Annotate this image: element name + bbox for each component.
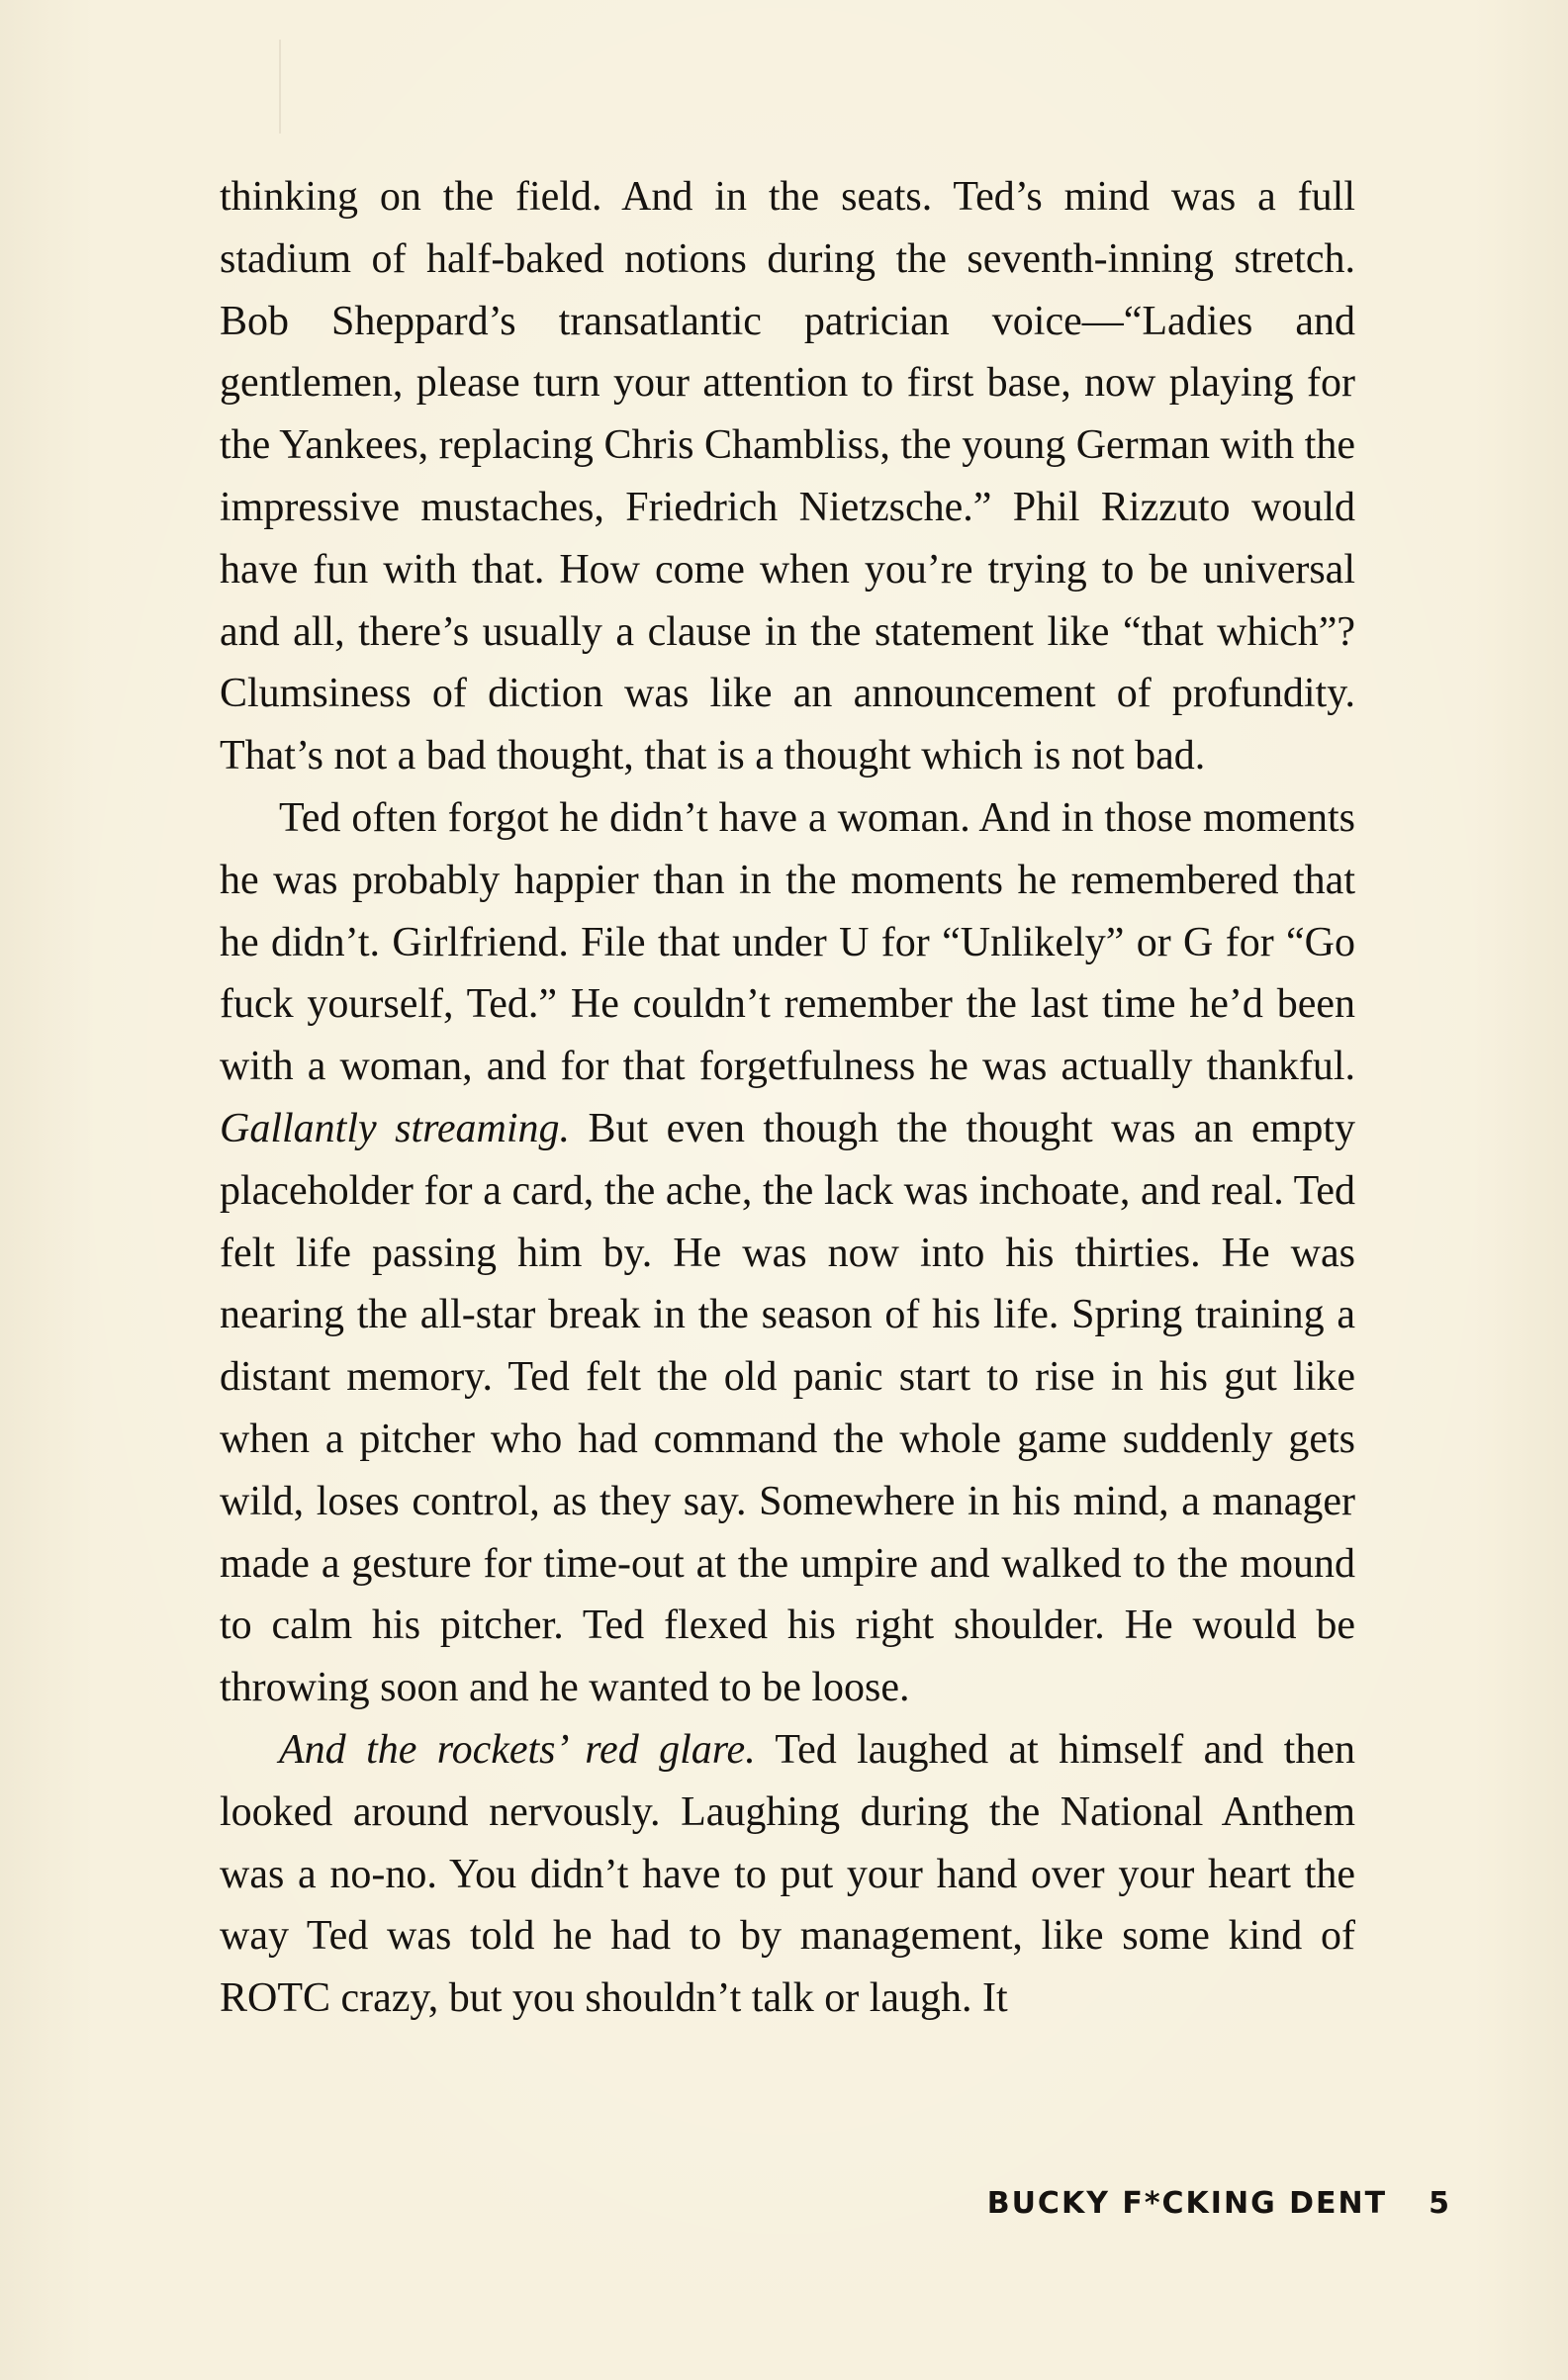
body-text <box>220 166 1355 2030</box>
paragraph-1 <box>220 166 1355 787</box>
running-title: BUCKY F*CKING DENT <box>986 2186 1388 2221</box>
paragraph-2-italic-phrase: Gallantly streaming. <box>220 1105 571 1151</box>
paragraph-2-text-b: But even though the thought was an empty placeholder for a card, the ache, the lack was inchoate, and real. Ted felt life passing him by. He was now into his thirties. He was nearing the all-star break in the season of his life. Spring training a distant memory. Ted felt the old panic start to rise in his gut like when a pitcher who had command the whole game suddenly gets wild, loses control, as they say. Somewhere in his mind, a manager made a gesture for time-out at the umpire and walked to the mound to calm his pitcher. Ted flexed his right shoulder. He would be throwing soon and he wanted to be loose. <box>220 1105 1355 1711</box>
paragraph-1-text: thinking on the field. And in the seats. Ted’s mind was a full stadium of half-baked notions during the seventh-inning stretch. Bob Sheppard’s transatlantic patrician voice—“Ladies and gentlemen, please turn your attention to first base, now playing for the Yankees, replacing Chris Chambliss, the young German with the impressive mustaches, Friedrich Nietzsche.” Phil Rizzuto would have fun with that. How come when you’re trying to be universal and all, there’s usually a clause in the statement like “that which”? Clumsiness of diction was like an announcement of profundity. That’s not a bad thought, that is a thought which is not bad. <box>220 174 1355 779</box>
running-footer <box>987 2186 1451 2221</box>
page-number: 5 <box>1429 2186 1451 2221</box>
paragraph-2-text-a: Ted often forgot he didn’t have a woman. And in those moments he was probably happier than in the moments he remembered that he didn’t. Girlfriend. File that under U for “Unlikely” or G for “Go fuck yourself, Ted.” He couldn’t remember the last time he’d been with a woman, and for that forgetfulness he was actually thankful. <box>220 794 1355 1090</box>
paragraph-3 <box>220 1719 1355 2030</box>
paragraph-3-italic-phrase: And the rockets’ red glare. <box>279 1726 756 1773</box>
page-crease-mark <box>279 40 281 134</box>
paragraph-3-text: Ted laughed at himself and then looked around nervously. Laughing during the National Anthem was a no-no. You didn’t have to put your hand over your heart the way Ted was told he had to by management, like some kind of ROTC crazy, but you shouldn’t talk or laugh. It <box>220 1726 1355 2022</box>
paragraph-2 <box>220 787 1355 1719</box>
